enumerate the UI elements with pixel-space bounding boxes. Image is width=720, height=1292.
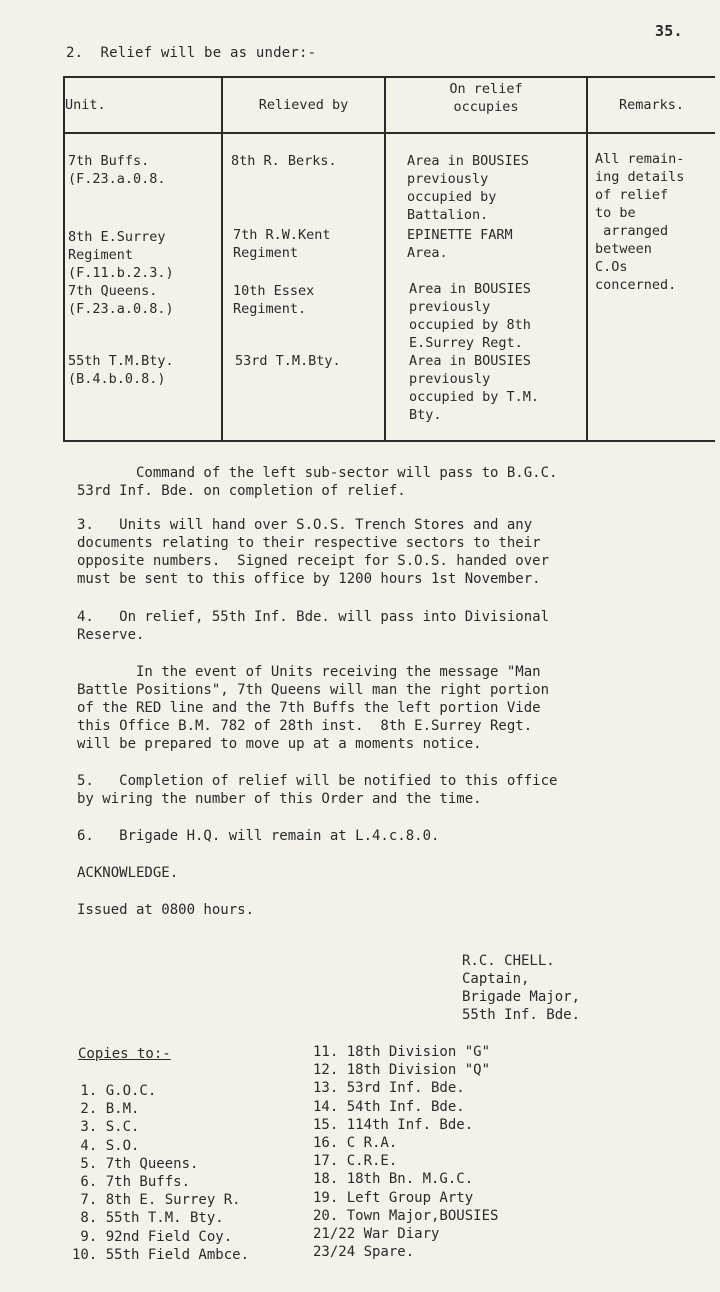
- copies-item: 14. 54th Inf. Bde.: [313, 1098, 465, 1115]
- signature-block: R.C. CHELL. Captain, Brigade Major, 55th Inf. Bde.: [462, 953, 581, 1023]
- copies-item: 1. G.O.C.: [72, 1083, 157, 1099]
- acknowledge-line: ACKNOWLEDGE.: [77, 865, 179, 881]
- relief-table: [63, 76, 715, 442]
- copies-item: 2. B.M.: [72, 1101, 140, 1118]
- row4-on-relief: Area in BOUSIES previously occupied by T.M. Bty.: [409, 353, 540, 423]
- paragraph-event: In the event of Units receiving the message "Man Battle Positions", 7th Queens will man the right portion of the RED line and the 7th Buffs the left portion Vide this Office B.M. 782 of 28th inst. 8th E.Surrey Regt. will be prepared to move up at a moments notice.: [77, 664, 550, 752]
- paragraph-5: 5. Completion of relief will be notified to this office by wiring the number of this Order and the time.: [77, 773, 558, 807]
- copies-item: 21/22 War Diary: [313, 1226, 440, 1243]
- copies-item: 7. 8th E. Surrey R.: [72, 1192, 241, 1209]
- table-header-rule: [63, 132, 715, 134]
- copies-item: 17. C.R.E.: [313, 1153, 398, 1170]
- row3-relieved-by: 10th Essex Regiment.: [233, 283, 315, 317]
- copies-item: 19. Left Group Arty: [313, 1189, 474, 1206]
- copies-list-right: [313, 1043, 498, 1261]
- table-col-rule-1: [221, 76, 223, 442]
- copies-list-left: [72, 1082, 249, 1264]
- row3-on-relief: Area in BOUSIES previously occupied by 8th E.Surrey Regt.: [409, 281, 531, 351]
- paragraph-6: 6. Brigade H.Q. will remain at L.4.c.8.0.: [77, 828, 440, 844]
- copies-item: 3. S.C.: [72, 1119, 140, 1136]
- row2-relieved-by: 7th R.W.Kent Regiment: [233, 227, 331, 261]
- copies-item: 20. Town Major,BOUSIES: [313, 1207, 499, 1224]
- row3-unit: 7th Queens. (F.23.a.0.8.): [68, 283, 174, 317]
- header-remarks: Remarks.: [618, 97, 685, 113]
- row2-unit: 8th E.Surrey Regiment (F.11.b.2.3.): [68, 229, 174, 281]
- table-top-rule: [63, 76, 715, 78]
- copies-item: 15. 114th Inf. Bde.: [313, 1116, 474, 1133]
- row1-on-relief: Area in BOUSIES previously occupied by Battalion.: [407, 153, 529, 223]
- row1-unit: 7th Buffs. (F.23.a.0.8.: [68, 153, 166, 187]
- copies-item: 12. 18th Division "Q": [313, 1062, 491, 1079]
- row4-relieved-by: 53rd T.M.Bty.: [235, 353, 341, 369]
- copies-item: 16. C R.A.: [313, 1135, 398, 1152]
- table-col-rule-2: [384, 76, 386, 442]
- copies-item: 6. 7th Buffs.: [72, 1174, 191, 1191]
- header-relieved-by: Relieved by: [258, 97, 349, 113]
- header-on-relief: On relief occupies: [449, 81, 523, 115]
- copies-item: 11. 18th Division "G": [313, 1044, 491, 1060]
- copies-item: 8. 55th T.M. Bty.: [72, 1210, 224, 1227]
- paragraph-4: 4. On relief, 55th Inf. Bde. will pass into Divisional Reserve.: [77, 609, 550, 643]
- copies-item: 5. 7th Queens.: [72, 1155, 199, 1172]
- row1-relieved-by: 8th R. Berks.: [231, 153, 337, 169]
- issued-line: Issued at 0800 hours.: [77, 902, 255, 918]
- page-number: 35.: [655, 22, 683, 40]
- copies-item: 9. 92nd Field Coy.: [72, 1228, 233, 1245]
- copies-item: 4. S.O.: [72, 1137, 140, 1154]
- paragraph-3: 3. Units will hand over S.O.S. Trench Stores and any documents relating to their respective sectors to their opposite numbers. Signed receipt for S.O.S. handed over must be sent to this office by 1200 hours 1st November.: [77, 517, 550, 587]
- row2-on-relief: EPINETTE FARM Area.: [407, 227, 513, 261]
- header-unit: Unit.: [65, 97, 106, 113]
- table-col-rule-3: [586, 76, 588, 442]
- copies-item: 13. 53rd Inf. Bde.: [313, 1080, 465, 1097]
- table-left-rule: [63, 76, 65, 442]
- remarks-cell: All remain- ing details of relief to be arranged between C.Os concerned.: [595, 151, 685, 293]
- copies-item: 10. 55th Field Ambce.: [72, 1246, 250, 1263]
- copies-item: 18. 18th Bn. M.G.C.: [313, 1171, 474, 1188]
- table-bottom-rule: [63, 440, 715, 442]
- row4-unit: 55th T.M.Bty. (B.4.b.0.8.): [68, 353, 174, 387]
- copies-title: Copies to:-: [78, 1046, 171, 1062]
- paragraph-command: Command of the left sub-sector will pass to B.G.C. 53rd Inf. Bde. on completion of relief.: [77, 465, 558, 499]
- copies-item: 23/24 Spare.: [313, 1244, 415, 1261]
- section-heading: 2. Relief will be as under:-: [66, 45, 317, 61]
